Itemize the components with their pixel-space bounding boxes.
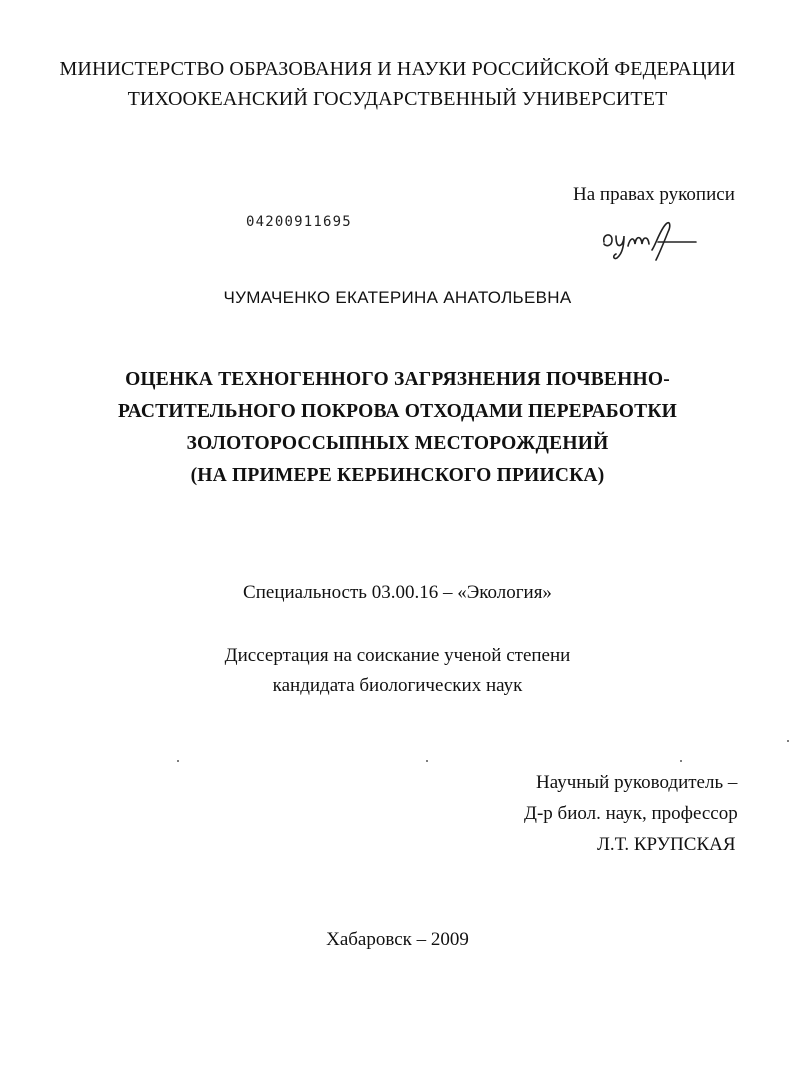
scan-speck: [177, 760, 179, 762]
author-name: ЧУМАЧЕНКО ЕКАТЕРИНА АНАТОЛЬЕВНА: [223, 288, 572, 307]
thesis-title-line-3: ЗОЛОТОРОССЫПНЫХ МЕСТОРОЖДЕНИЙ: [186, 433, 609, 454]
ministry-heading: МИНИСТЕРСТВО ОБРАЗОВАНИЯ И НАУКИ РОССИЙСКОЙ ФЕДЕРАЦИИ: [59, 58, 736, 80]
thesis-title-line-2: РАСТИТЕЛЬНОГО ПОКРОВА ОТХОДАМИ ПЕРЕРАБОТКИ: [117, 401, 678, 422]
degree-line-2: кандидата биологических наук: [272, 675, 523, 696]
scan-speck: [787, 740, 789, 742]
supervisor-name: Л.Т. КРУПСКАЯ: [597, 834, 736, 855]
university-heading: ТИХООКЕАНСКИЙ ГОСУДАРСТВЕННЫЙ УНИВЕРСИТЕТ: [127, 88, 668, 110]
scan-speck: [680, 760, 682, 762]
degree-line-1: Диссертация на соискание ученой степени: [224, 645, 571, 666]
specialty-line: Специальность 03.00.16 – «Экология»: [243, 582, 552, 603]
place-year: Хабаровск – 2009: [326, 929, 469, 950]
manuscript-note: На правах рукописи: [573, 184, 735, 205]
handwritten-signature: [600, 220, 700, 265]
scan-speck: [426, 760, 428, 762]
thesis-title-line-4: (НА ПРИМЕРЕ КЕРБИНСКОГО ПРИИСКА): [190, 465, 605, 486]
thesis-title-line-1: ОЦЕНКА ТЕХНОГЕННОГО ЗАГРЯЗНЕНИЯ ПОЧВЕННО-: [125, 369, 670, 390]
supervisor-credentials: Д-р биол. наук, профессор: [524, 803, 738, 824]
supervisor-role: Научный руководитель –: [536, 772, 738, 793]
catalog-number: 04200911695: [246, 214, 352, 230]
